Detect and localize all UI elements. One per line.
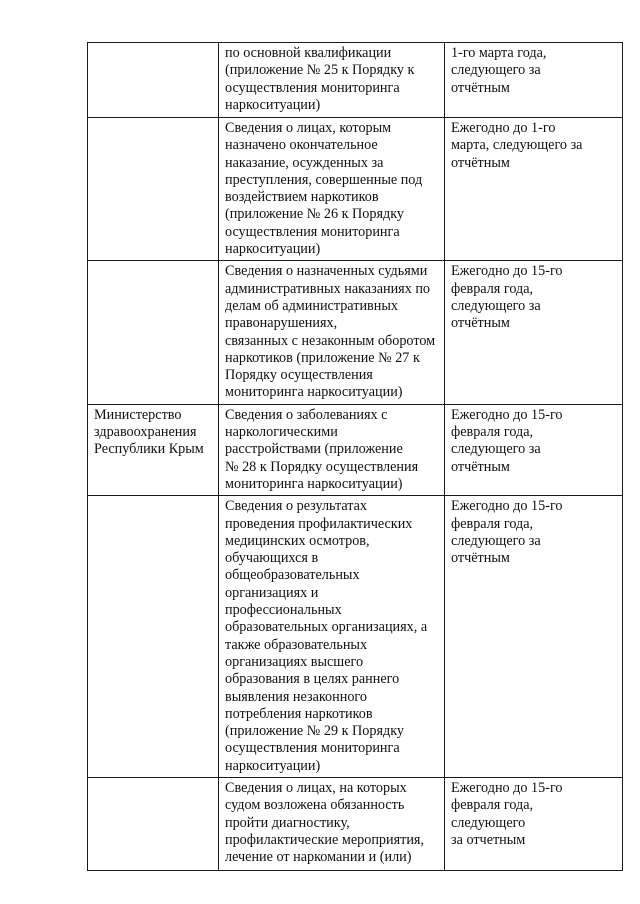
info-text-line: профилактические мероприятия, [225,831,424,848]
info-cell [219,118,445,261]
org-cell [88,118,219,261]
org-cell [88,404,219,495]
info-text-line: обучающихся в [225,550,319,567]
org-cell [88,261,219,404]
term-text-line: марта, следующего за [451,137,583,154]
info-cell [219,43,445,118]
table-row [88,43,623,118]
info-text-line: воздействием наркотиков [225,189,379,206]
info-cell [219,777,445,870]
info-text-line: преступления, совершенные под [225,171,423,188]
info-text-line: делам об административных [225,297,398,314]
term-text-line: февраля года, [451,515,534,532]
info-text-line: профессиональных [225,602,342,619]
term-text-line: отчётным [451,79,510,96]
info-text-line: организациях высшего [225,653,364,670]
term-cell [445,404,623,495]
term-text-line: Ежегодно до 15-го [451,779,563,796]
info-text-line: медицинских осмотров, [225,532,370,549]
info-text-line: организациях и [225,584,319,601]
term-text-line: следующего за [451,62,541,79]
term-text-line: отчётным [451,550,510,567]
org-text-line: Республики Крым [94,441,204,458]
info-text-line: Сведения о лицах, которым [225,120,392,136]
info-text-line: общеобразовательных [225,567,360,584]
info-text-line: правонарушениях, [225,315,338,332]
info-text-line: назначено окончательное [225,137,378,154]
info-text-line: осуществления мониторинга [225,223,400,240]
info-text-line: Сведения о назначенных судьями [225,263,428,280]
info-text-line: образования в целях раннего [225,671,400,688]
table-row [88,404,623,495]
info-text-line: проведения профилактических [225,515,413,532]
info-text-line: связанных с незаконным оборотом [225,332,436,349]
info-text-line: осуществления мониторинга [225,79,400,96]
info-text-line: наркоситуации) [225,241,321,258]
info-text-line: образовательных организациях, а [225,619,428,636]
info-text-line: наркоситуации) [225,757,321,774]
table-row [88,118,623,261]
info-text-line: (приложение № 26 к Порядку [225,206,404,223]
info-text-line: наркологическими [225,424,338,441]
term-cell [445,777,623,870]
table-row [88,261,623,404]
term-text-line: следующего за [451,532,541,549]
info-cell [219,404,445,495]
table-body [88,43,623,871]
term-text-line: 1-го марта года, [451,45,547,61]
term-text-line: Ежегодно до 15-го [451,406,563,423]
info-text-line: судом возложена обязанность [225,797,405,814]
term-cell [445,118,623,261]
info-text-line: (приложение № 29 к Порядку [225,723,404,740]
info-text-line: также образовательных [225,636,368,653]
info-text-line: административных наказаниях по [225,280,431,297]
info-text-line: наказание, осужденных за [225,154,384,171]
info-cell [219,261,445,404]
info-text-line: наркоситуации) [225,96,321,113]
org-cell [88,43,219,118]
info-text-line: Сведения о заболеваниях с [225,406,388,423]
info-text-line: потребления наркотиков [225,705,373,722]
term-text-line: следующего за [451,441,541,458]
term-text-line: февраля года, [451,797,534,814]
term-text-line: февраля года, [451,424,534,441]
info-text-line: № 28 к Порядку осуществления [225,458,419,475]
term-text-line: февраля года, [451,280,534,297]
org-text-line: Министерство [94,406,182,423]
info-text-line: лечение от наркомании и (или) [225,849,412,866]
term-text-line: отчётным [451,315,510,332]
term-text-line: Ежегодно до 15-го [451,498,563,515]
term-cell [445,496,623,778]
term-text-line: следующего за [451,297,541,314]
term-cell [445,43,623,118]
info-text-line: осуществления мониторинга [225,740,400,757]
term-cell [445,261,623,404]
info-text-line: мониторинга наркоситуации) [225,475,403,492]
monitoring-table [87,42,623,871]
info-text-line: выявления незаконного [225,688,367,705]
term-text-line: за отчетным [451,831,526,848]
term-text-line: следующего [451,814,526,831]
info-text-line: расстройствами (приложение [225,441,403,458]
org-text-line: здравоохранения [94,424,197,441]
term-text-line: отчётным [451,154,510,171]
table-row [88,777,623,870]
info-text-line: (приложение № 25 к Порядку к [225,62,415,79]
info-text-line: пройти диагностику, [225,814,350,831]
table-row [88,496,623,778]
org-cell [88,496,219,778]
info-text-line: наркотиков (приложение № 27 к [225,349,420,366]
term-text-line: отчётным [451,458,510,475]
info-text-line: Сведения о лицах, на которых [225,779,407,796]
org-cell [88,777,219,870]
term-text-line: Ежегодно до 1-го [451,120,556,136]
info-text-line: по основной квалификации [225,45,392,61]
info-text-line: Порядку осуществления [225,367,373,384]
info-text-line: Сведения о результатах [225,498,368,515]
info-cell [219,496,445,778]
term-text-line: Ежегодно до 15-го [451,263,563,280]
info-text-line: мониторинга наркоситуации) [225,384,403,401]
